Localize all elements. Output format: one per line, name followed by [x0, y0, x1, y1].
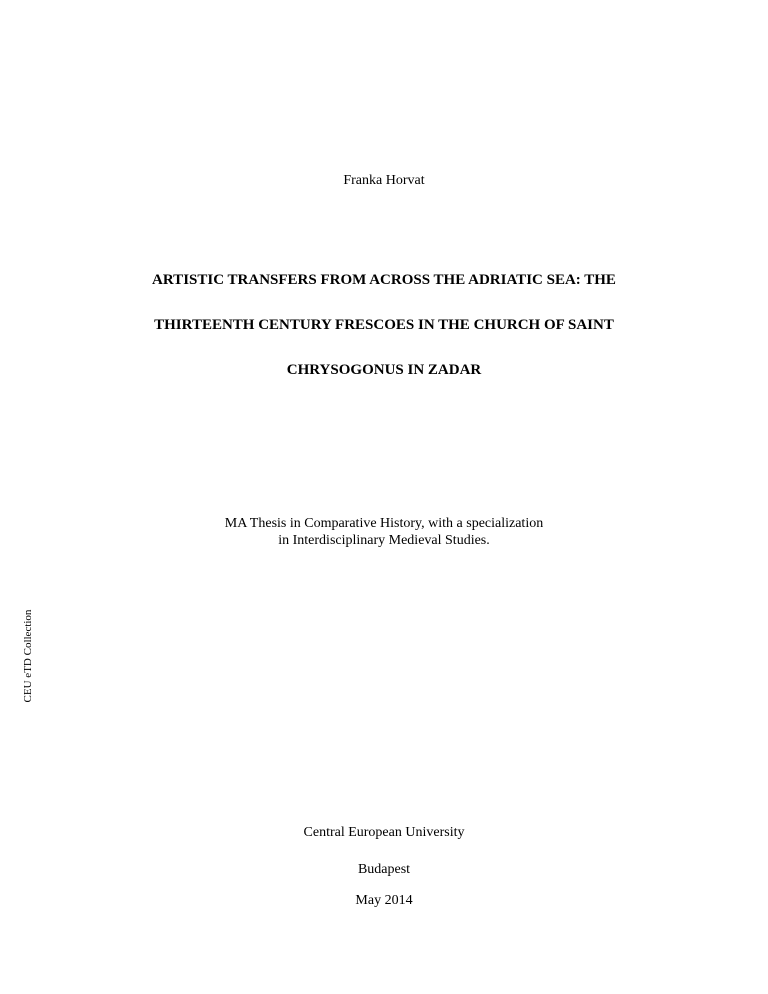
submission-date: May 2014: [355, 893, 413, 908]
collection-watermark: CEU eTD Collection: [22, 609, 34, 703]
title-line-1: ARTISTIC TRANSFERS FROM ACROSS THE ADRIATIC SEA: THE: [152, 272, 616, 288]
author-name: Franka Horvat: [343, 173, 425, 188]
institution-name: Central European University: [303, 825, 465, 840]
title-line-3: CHRYSOGONUS IN ZADAR: [286, 362, 482, 378]
title-line-2: THIRTEENTH CENTURY FRESCOES IN THE CHURCH OF SAINT: [154, 317, 614, 333]
degree-line-1: MA Thesis in Comparative History, with a specialization: [224, 516, 544, 531]
thesis-title: [60, 258, 708, 393]
degree-statement: [0, 515, 768, 549]
city-name: Budapest: [357, 862, 411, 877]
degree-line-2: in Interdisciplinary Medieval Studies.: [278, 533, 490, 548]
